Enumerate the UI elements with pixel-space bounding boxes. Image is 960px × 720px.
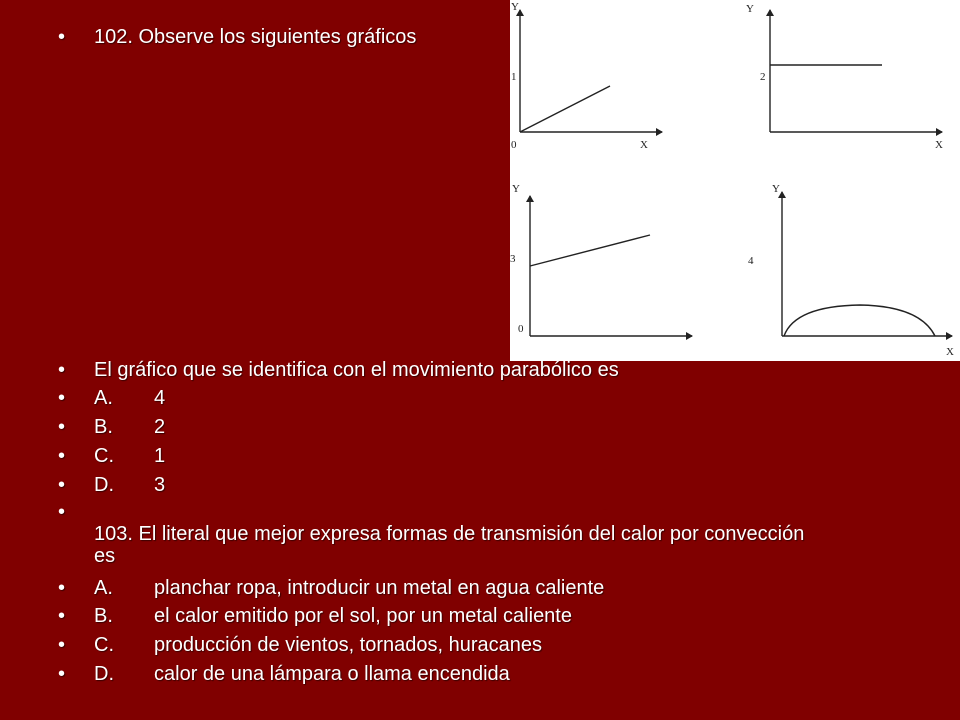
- graph-1: [511, 1, 662, 151]
- graph-2-y-label: Y: [746, 3, 754, 15]
- option-value: calor de una lámpara o llama encendida: [154, 663, 510, 685]
- graphs-svg: [510, 0, 960, 361]
- graph-3-line: [530, 235, 650, 266]
- graph-4-x-label: X: [946, 346, 954, 358]
- bullet: •: [58, 359, 66, 381]
- option-letter: A.: [94, 387, 113, 409]
- bullet: •: [58, 416, 66, 438]
- option-value: producción de vientos, tornados, huracanes: [154, 634, 543, 656]
- graph-1-origin: 0: [511, 139, 517, 151]
- graph-1-tick-y: 1: [511, 71, 517, 83]
- option-value: planchar ropa, introducir un metal en agua caliente: [154, 577, 605, 599]
- option-value: 3: [154, 474, 166, 496]
- graph-2-x-label: X: [935, 139, 943, 151]
- bullet: •: [58, 387, 66, 409]
- option-value: 2: [154, 416, 166, 438]
- bullet: •: [58, 445, 66, 467]
- bullet: •: [58, 26, 66, 48]
- graph-2-tick-y: 2: [760, 71, 766, 83]
- option-letter: D.: [94, 663, 114, 685]
- option-letter: B.: [94, 416, 113, 438]
- option-letter: D.: [94, 474, 114, 496]
- option-letter: C.: [94, 634, 114, 656]
- option-letter: A.: [94, 577, 113, 599]
- q103-prompt: 103. El literal que mejor expresa formas de transmisión del calor por convección es: [94, 523, 805, 567]
- option-letter: B.: [94, 605, 113, 627]
- graph-4-y-label: Y: [772, 183, 780, 195]
- graph-3: [510, 183, 692, 336]
- graph-3-origin: 0: [518, 323, 524, 335]
- graph-4-tick-y: 4: [748, 255, 754, 267]
- bullet: •: [58, 474, 66, 496]
- option-letter: C.: [94, 445, 114, 467]
- bullet: •: [58, 663, 66, 685]
- graph-1-x-label: X: [640, 139, 648, 151]
- bullet: •: [58, 605, 66, 627]
- graph-1-y-label: Y: [511, 1, 519, 13]
- q102-question: El gráfico que se identifica con el movimiento parabólico es: [94, 359, 619, 381]
- q102-prompt: 102. Observe los siguientes gráficos: [94, 26, 417, 48]
- bullet: •: [58, 577, 66, 599]
- graph-2: [746, 3, 943, 151]
- option-value: 1: [154, 445, 166, 467]
- graph-3-y-label: Y: [512, 183, 520, 195]
- graph-4-arc: [784, 305, 935, 336]
- graphs-figure: [510, 0, 960, 361]
- graph-4: [748, 183, 954, 358]
- option-value: 4: [154, 387, 166, 409]
- bullet: •: [58, 501, 66, 523]
- graph-1-line: [520, 86, 610, 132]
- bullet: •: [58, 634, 66, 656]
- option-value: el calor emitido por el sol, por un metal caliente: [154, 605, 572, 627]
- graph-3-tick-y: 3: [510, 253, 516, 265]
